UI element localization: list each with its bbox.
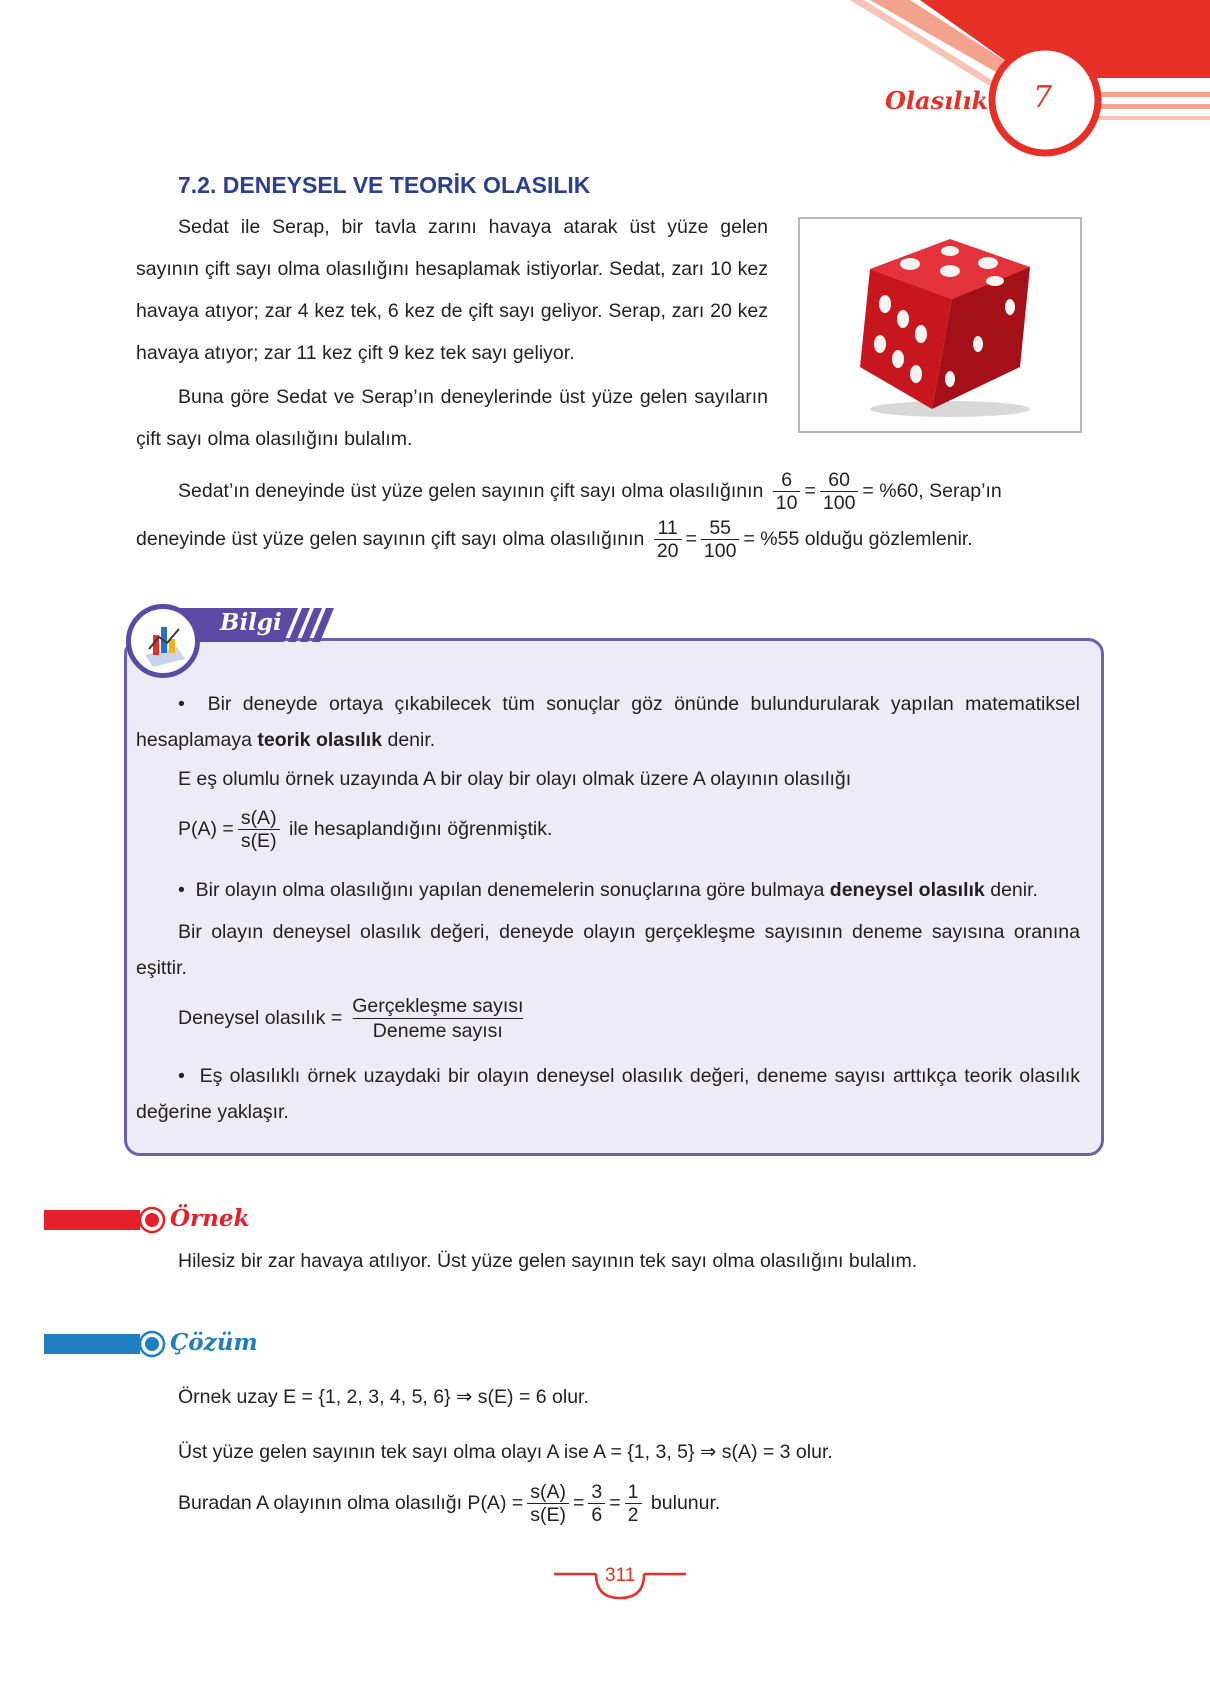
intro-paragraph: Sedat ile Serap, bir tavla zarını havaya atarak üst yüze gelen sayının çift sayı olma olasılığını hesaplamak istiyorlar. Sedat, zarı 10 kez havaya atıyor; zar 4 kez tek, 6 kez de çift sayı geliyor. Serap, zarı 20 kez havaya atıyor; zar 11 kez çift 9 kez tek sayı geliyor. — [136, 216, 768, 364]
chart-icon — [126, 604, 200, 678]
result-text: Sedat’ın deneyinde üst yüze gelen sayının çift sayı olma olasılığının — [178, 480, 764, 503]
result-line-serap: deneyinde üst yüze gelen sayının çift sayı olma olasılığının $\frac{11}{20}$ = $\frac{55}{100}$ = %55 olduğu gözlemlenir. — [136, 517, 973, 563]
ornek-text: Hilesiz bir zar havaya atılıyor. Üst yüze gelen sayının tek sayı olma olasılığını bulalım. — [178, 1250, 918, 1272]
cozum-line-3: Buradan A olayının olma olasılığı P(A) = $\frac{s(A)}{s(E)}$ = $\frac{3}{6}$ = $\frac{1}{2}$ bulunur. — [178, 1481, 721, 1527]
fraction: $\frac{3}{6}$ — [588, 1482, 605, 1526]
ornek-title: Örnek — [170, 1205, 250, 1232]
fraction: $\frac{6}{10}$ — [773, 470, 801, 514]
fraction: $\frac{55}{100}$ — [701, 518, 740, 562]
page-number: 311 — [605, 1565, 636, 1586]
bilgi-bullet-3: • Eş olasılıklı örnek uzaydaki bir olayın deneysel olasılık değeri, deneme sayısı arttıkça teorik olasılık değerine yaklaşır. — [136, 1065, 1080, 1123]
ornek-target-icon — [132, 1206, 166, 1234]
cozum-target-icon — [132, 1330, 166, 1358]
term-teorik: teorik olasılık — [257, 729, 383, 751]
bilgi-paragraph-1: E eş olumlu örnek uzayında A bir olay bir olayı olmak üzere A olayının olasılığı — [178, 768, 852, 790]
section-title: 7.2. DENEYSEL VE TEORİK OLASILIK — [178, 172, 591, 198]
fraction: $\frac{11}{20}$ — [654, 518, 682, 562]
chapter-title: Olasılık — [885, 86, 989, 115]
header-decoration — [850, 0, 1210, 170]
fraction: $\frac{s(A)}{s(E)}$ — [238, 808, 280, 852]
cozum-bar — [44, 1334, 140, 1354]
fraction: $\frac{1}{2}$ — [625, 1482, 642, 1526]
cozum-line-2: Üst yüze gelen sayının tek sayı olma olayı A ise A = {1, 3, 5} ⇒ s(A) = 3 olur. — [178, 1441, 833, 1463]
fraction: $\frac{s(A)}{s(E)}$ — [527, 1482, 569, 1526]
formula-pa: P(A) = $\frac{s(A)}{s(E)}$ ile hesaplandığını öğrenmiştik. — [178, 807, 553, 853]
chapter-number: 7 — [1033, 80, 1053, 115]
bilgi-bullet-1: • Bir deneyde ortaya çıkabilecek tüm sonuçlar göz önünde bulundurularak yapılan matematiksel hesaplamaya teorik olasılık denir. — [136, 693, 1080, 751]
term-deneysel: deneysel olasılık — [829, 879, 985, 901]
result-line-sedat: Sedat’ın deneyinde üst yüze gelen sayının çift sayı olma olasılığının $\frac{6}{10}$ = $\frac{60}{100}$ = %60, Serap’ın — [178, 469, 1002, 515]
bilgi-tag: Bilgi — [220, 609, 282, 636]
formula-deneysel: Deneysel olasılık = $\frac{\text{Gerçekleşme sayısı}}{\text{Deneme sayısı}}$ — [178, 996, 533, 1042]
cozum-line-1: Örnek uzay E = {1, 2, 3, 4, 5, 6} ⇒ s(E) = 6 olur. — [178, 1386, 589, 1408]
dice-image-frame — [798, 217, 1082, 433]
result-text: deneyinde üst yüze gelen sayının çift sayı olma olasılığının — [136, 528, 645, 551]
cozum-title: Çözüm — [170, 1329, 258, 1356]
fraction: $\frac{60}{100}$ — [820, 470, 859, 514]
ornek-bar — [44, 1210, 140, 1230]
red-dice-image — [800, 219, 1080, 431]
bilgi-bullet-2: • Bir olayın olma olasılığını yapılan denemelerin sonuçlarına göre bulmaya deneysel olasılık denir. — [178, 879, 1038, 901]
bilgi-paragraph-2: Bir olayın deneysel olasılık değeri, deneyde olayın gerçekleşme sayısının deneme sayısına oranına eşittir. — [136, 921, 1080, 979]
fraction: $\frac{\text{Gerçekleşme sayısı}}{\text{Deneme sayısı}}$ — [352, 995, 524, 1043]
question-paragraph: Buna göre Sedat ve Serap’ın deneylerinde üst yüze gelen sayıların çift sayı olma olasılığını bulalım. — [136, 386, 768, 450]
